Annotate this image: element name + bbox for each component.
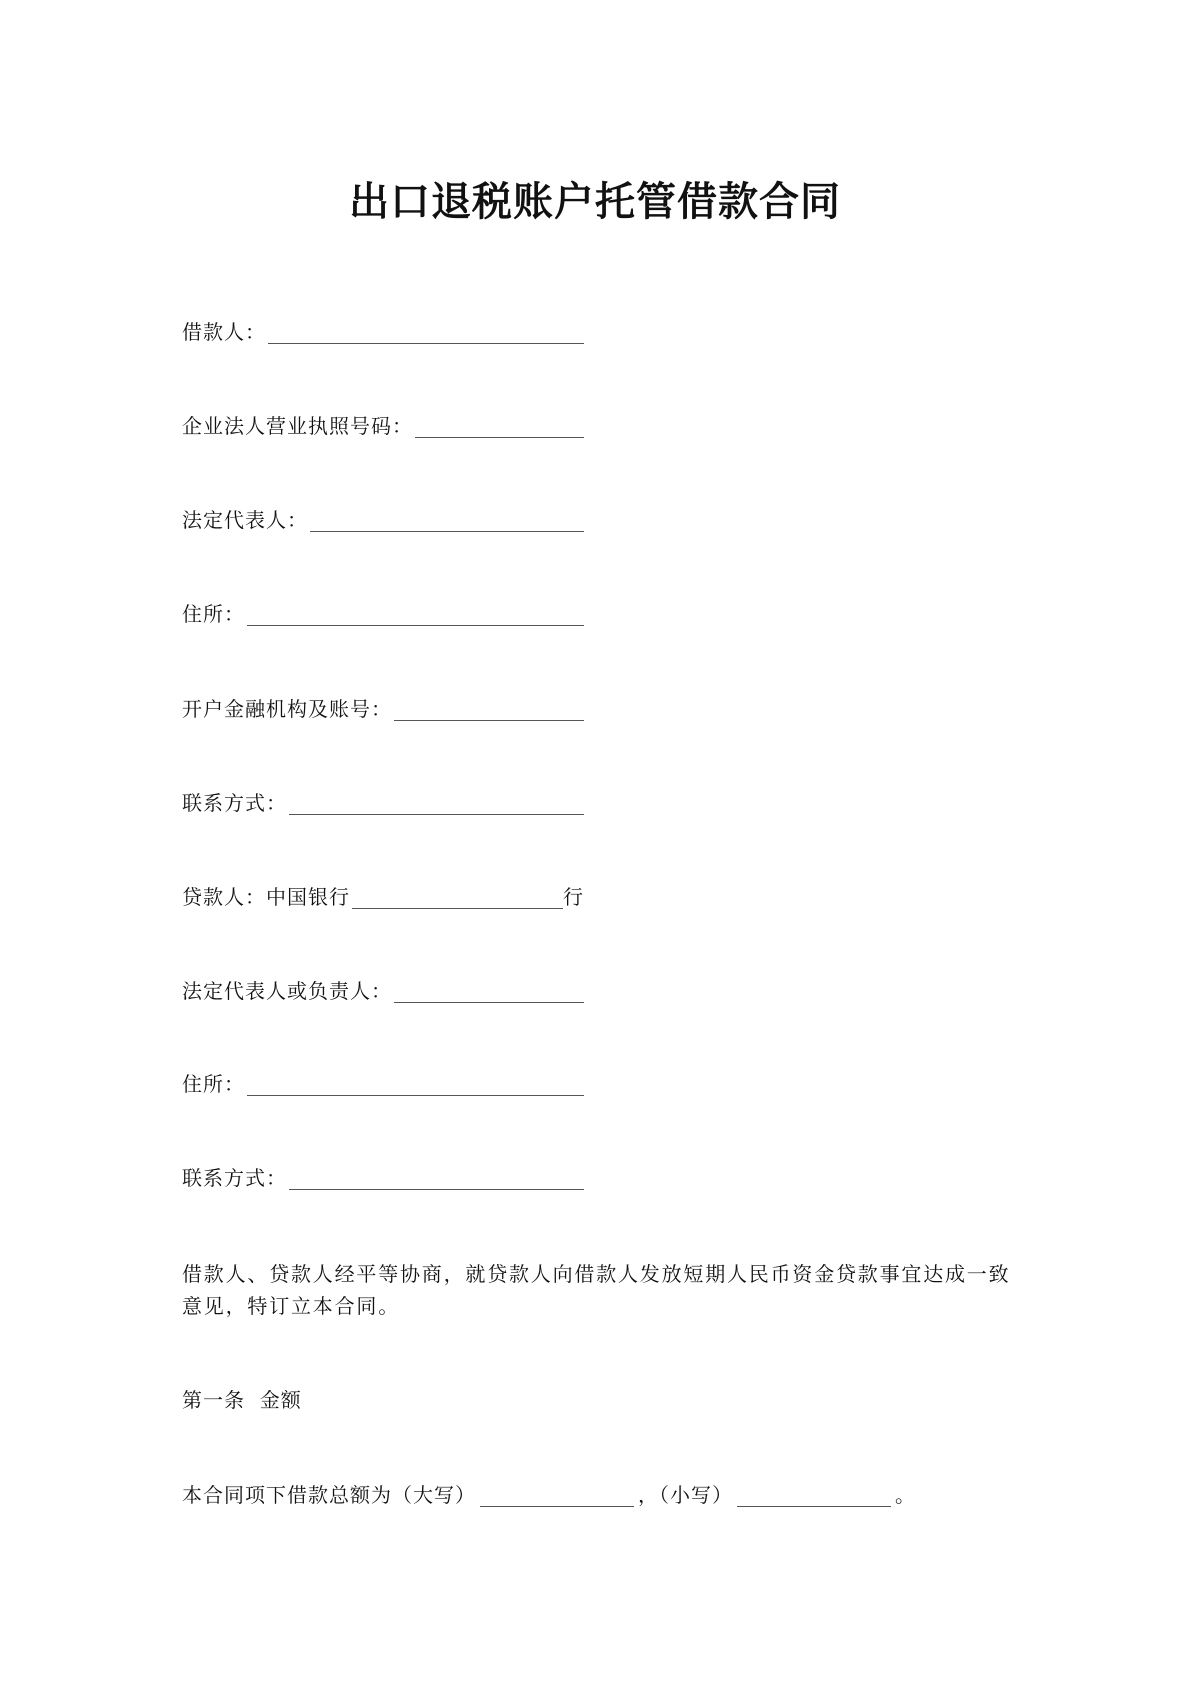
amount-prefix: 本合同项下借款总额为（大写） bbox=[182, 1483, 476, 1507]
article-heading: 第一条 金额 bbox=[182, 1388, 302, 1412]
field-label: 住所： bbox=[182, 602, 245, 626]
borrower-contact-field bbox=[182, 791, 584, 815]
field-label: 联系方式： bbox=[182, 791, 287, 815]
document-title: 出口退税账户托管借款合同 bbox=[349, 179, 841, 225]
article-1-amount-line bbox=[182, 1483, 916, 1507]
lender-field bbox=[182, 885, 584, 909]
article-1-heading bbox=[182, 1388, 302, 1412]
fill-blank bbox=[415, 417, 584, 438]
amount-middle: ，（小写） bbox=[638, 1483, 733, 1507]
fill-blank bbox=[289, 1169, 584, 1190]
field-suffix: 行 bbox=[563, 885, 584, 909]
field-label: 住所： bbox=[182, 1072, 245, 1096]
business-license-field bbox=[182, 414, 584, 438]
amount-words-blank bbox=[480, 1486, 634, 1507]
borrower-field bbox=[182, 320, 584, 344]
borrower-address-field bbox=[182, 602, 584, 626]
lender-address-field bbox=[182, 1072, 584, 1096]
fill-blank bbox=[352, 888, 563, 909]
field-label: 开户金融机构及账号： bbox=[182, 697, 392, 721]
lender-representative-field bbox=[182, 979, 584, 1003]
lender-contact-field bbox=[182, 1166, 584, 1190]
fill-blank bbox=[310, 511, 584, 532]
field-label: 法定代表人或负责人： bbox=[182, 979, 392, 1003]
fill-blank bbox=[394, 700, 584, 721]
field-label: 法定代表人： bbox=[182, 508, 308, 532]
bank-account-field bbox=[182, 697, 584, 721]
field-label: 联系方式： bbox=[182, 1166, 287, 1190]
amount-suffix: 。 bbox=[895, 1483, 916, 1507]
fill-blank bbox=[247, 605, 584, 626]
legal-representative-field bbox=[182, 508, 584, 532]
field-label: 贷款人：中国银行 bbox=[182, 885, 350, 909]
fill-blank bbox=[289, 794, 584, 815]
intro-paragraph: 借款人、贷款人经平等协商，就贷款人向借款人发放短期人民币资金贷款事宜达成一致意见，特订立本合同。 bbox=[182, 1262, 1011, 1318]
amount-figures-blank bbox=[737, 1486, 891, 1507]
fill-blank bbox=[247, 1075, 584, 1096]
fill-blank bbox=[268, 323, 584, 344]
field-label: 企业法人营业执照号码： bbox=[182, 414, 413, 438]
fill-blank bbox=[394, 982, 584, 1003]
field-label: 借款人： bbox=[182, 320, 266, 344]
